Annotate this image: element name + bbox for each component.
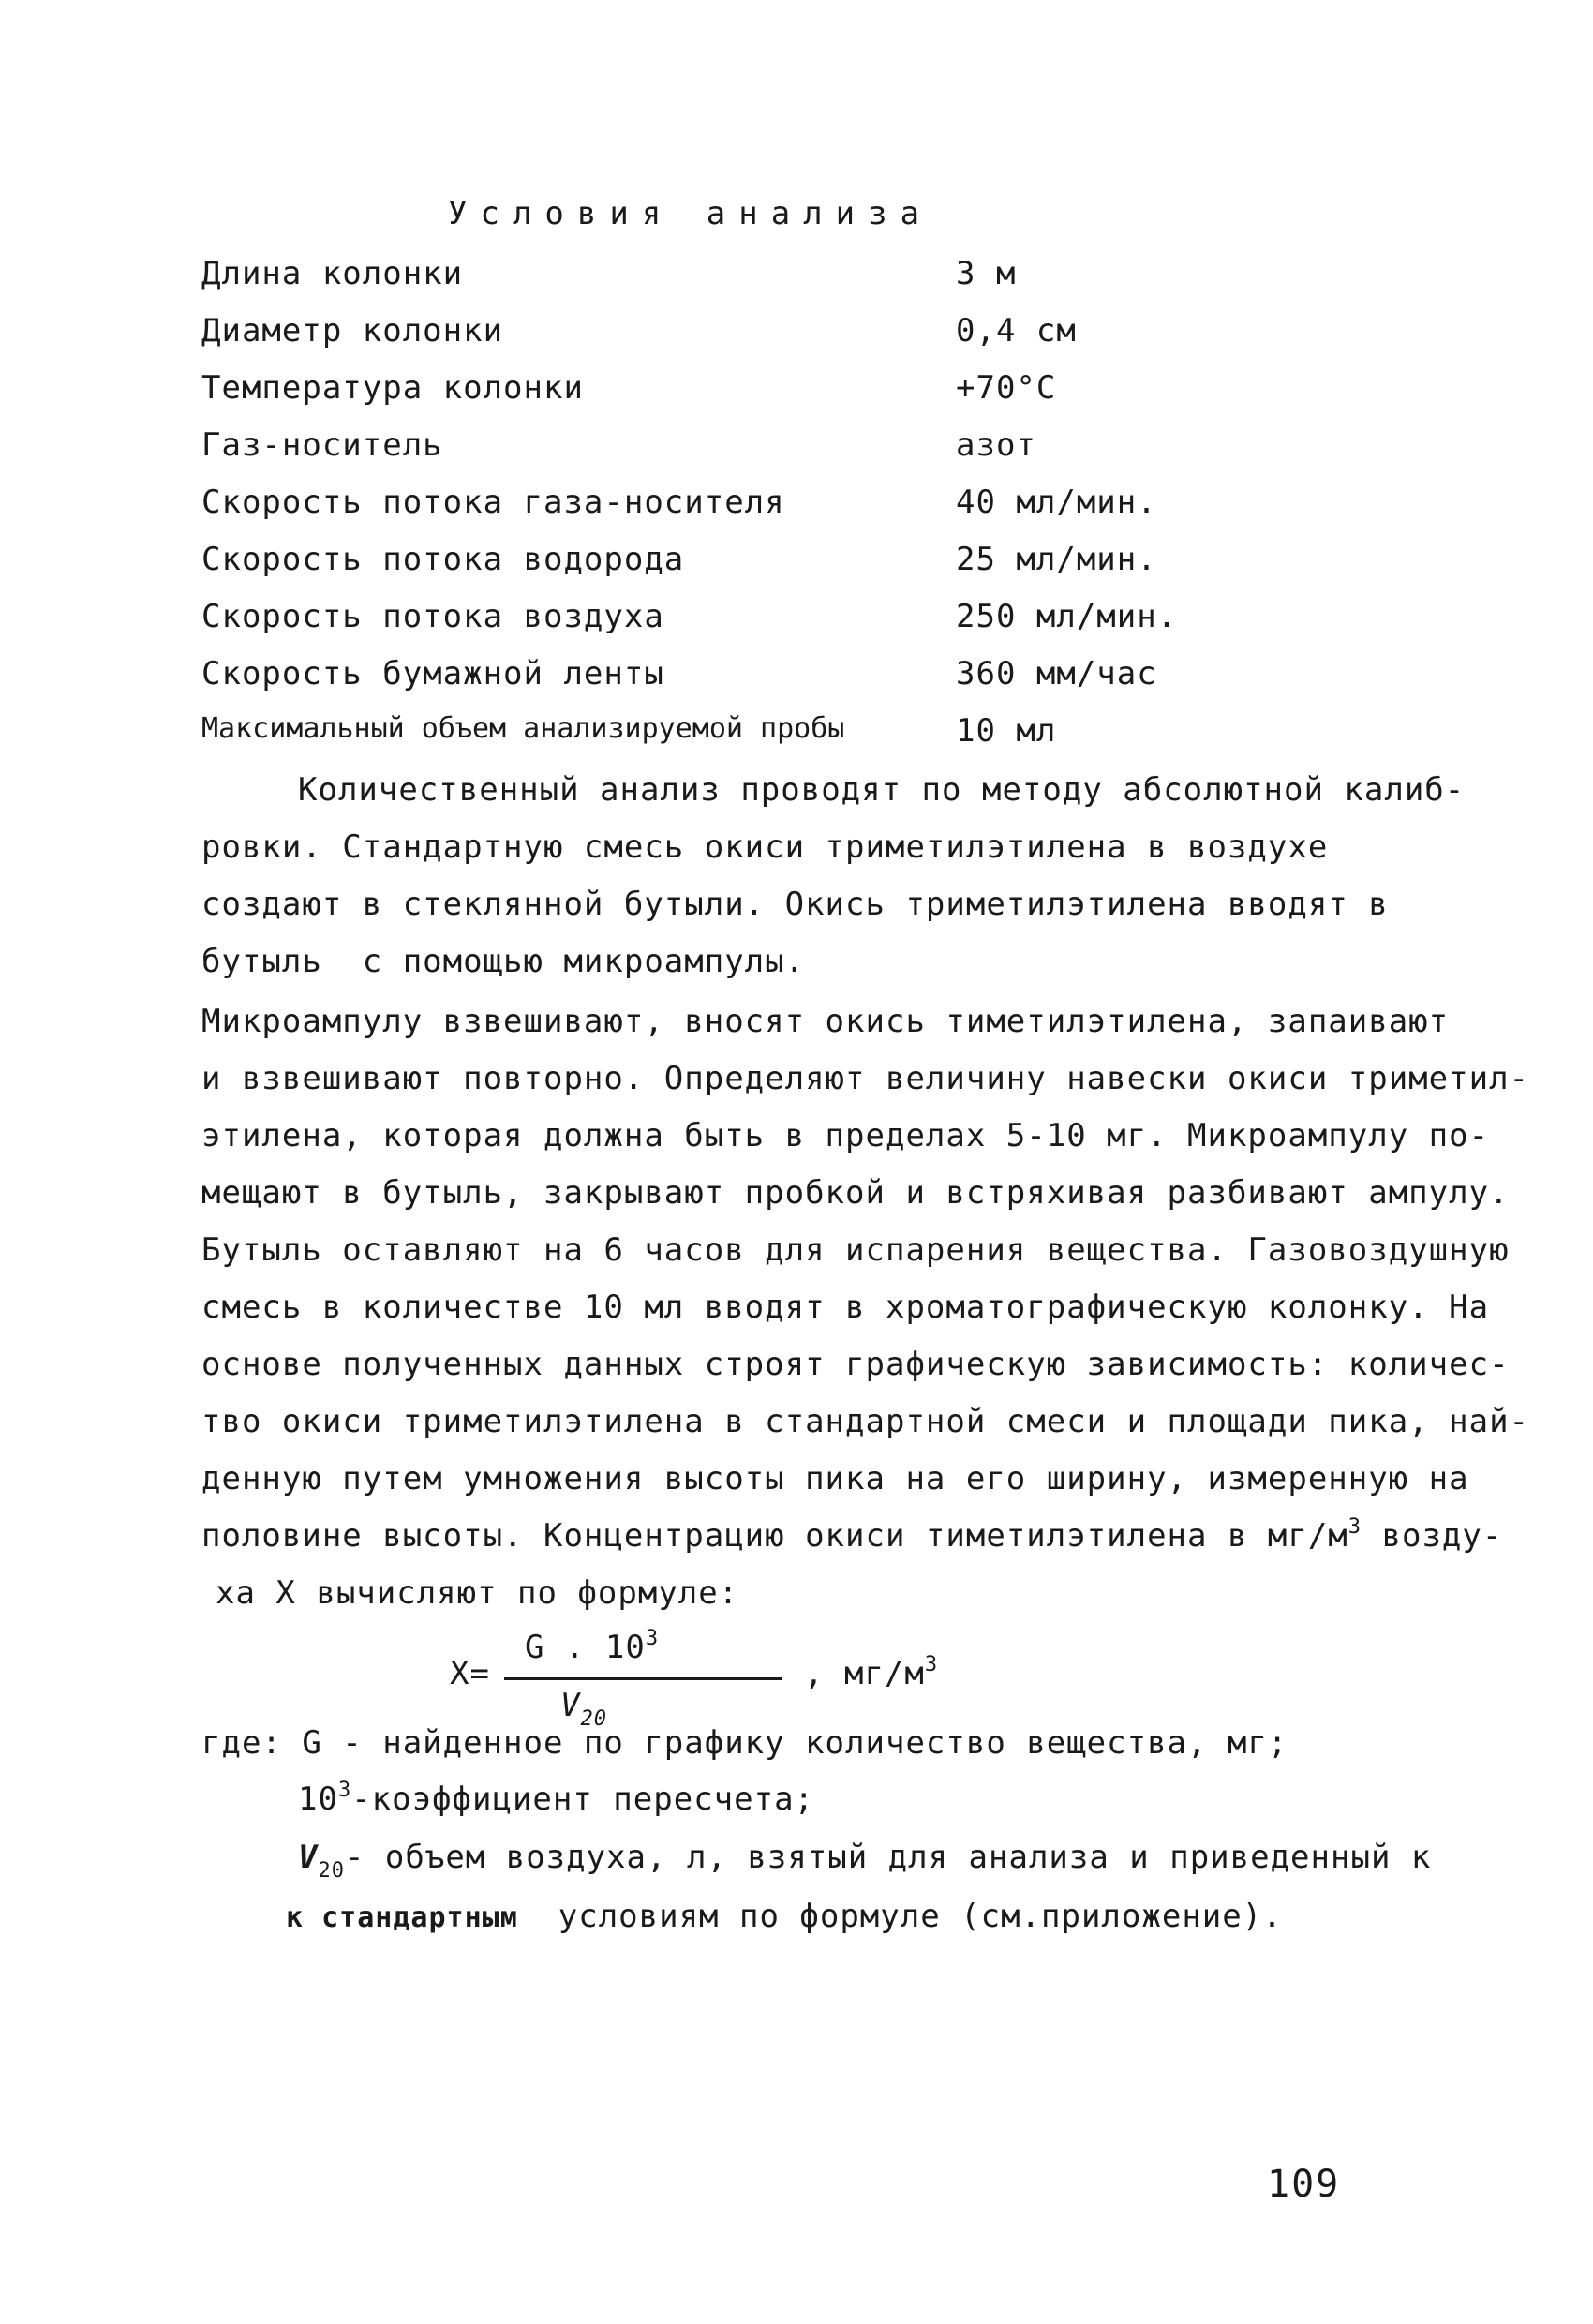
- text-line: [201, 1517, 1502, 1555]
- condition-label: Скорость потока водорода: [201, 541, 685, 578]
- condition-row: [201, 312, 1279, 359]
- text-line: этилена, которая должна быть в пределах 5-10 мг. Микроампулу по-: [201, 1117, 1490, 1155]
- fraction-bar: [504, 1677, 782, 1680]
- volume-subscript: 20: [318, 1859, 345, 1883]
- condition-value: 25 мл/мин.: [956, 541, 1157, 578]
- coef-exponent: 3: [337, 1779, 352, 1802]
- unit-text: , мг/м: [804, 1655, 925, 1692]
- page-number: 109: [1267, 2163, 1341, 2206]
- condition-label: Скорость потока газа-носителя: [201, 484, 785, 521]
- text-line: Микроампулу взвешивают, вносят окись тиметилэтилена, запаивают: [201, 1003, 1450, 1040]
- denominator-symbol: V: [560, 1687, 581, 1724]
- unit-exponent: 3: [924, 1653, 939, 1676]
- text-line: денную путем умножения высоты пика на его ширину, измеренную на: [201, 1460, 1469, 1497]
- text-line: ха X вычисляют по формуле:: [216, 1574, 739, 1612]
- condition-row: [201, 426, 1279, 473]
- bold-text: к стандартным: [286, 1901, 518, 1934]
- condition-value: +70°С: [956, 369, 1057, 407]
- condition-label: Скорость потока воздуха: [201, 598, 664, 635]
- condition-label: Температура колонки: [201, 369, 584, 407]
- numerator-text: G . 10: [525, 1629, 646, 1666]
- formula-unit: [804, 1655, 938, 1692]
- condition-label: Скорость бумажной ленты: [201, 655, 664, 693]
- condition-row: [201, 655, 1279, 702]
- legend-volume-cont: [286, 1898, 1283, 1935]
- condition-row: [201, 598, 1279, 645]
- condition-value: 10 мл: [956, 712, 1057, 750]
- text-line: мещают в бутыль, закрывают пробкой и встряхивая разбивают ампулу.: [201, 1174, 1510, 1212]
- text-line: Количественный анализ проводят по методу абсолютной калиб-: [298, 771, 1466, 809]
- text-line: смесь в количестве 10 мл вводят в хроматографическую колонку. На: [201, 1289, 1490, 1326]
- formula-lhs: X=: [450, 1655, 490, 1692]
- superscript: 3: [1347, 1515, 1362, 1539]
- text-line: основе полученных данных строят графическую зависимость: количес-: [201, 1346, 1510, 1383]
- condition-label: Максимальный объем анализируемой пробы: [201, 712, 845, 745]
- coef-number: 10: [298, 1780, 338, 1818]
- formula: [450, 1629, 975, 1732]
- section-title: Условия анализа: [448, 195, 933, 232]
- numerator-exponent: 3: [645, 1627, 660, 1650]
- condition-row: [201, 712, 1279, 759]
- legend-volume: [298, 1839, 1431, 1883]
- formula-numerator: [525, 1629, 659, 1666]
- condition-label: Длина колонки: [201, 255, 464, 292]
- denominator-subscript: 20: [580, 1707, 607, 1731]
- volume-text: - объем воздуха, л, взятый для анализа и приведенный к: [344, 1839, 1432, 1876]
- text-line: тво окиси триметилэтилена в стандартной смеси и площади пика, най-: [201, 1403, 1530, 1440]
- condition-value: 250 мл/мин.: [956, 598, 1178, 635]
- condition-row: [201, 484, 1279, 530]
- condition-value: 0,4 см: [956, 312, 1077, 350]
- condition-row: [201, 255, 1279, 302]
- text-line: бутыль с помощью микроампулы.: [201, 943, 806, 980]
- coef-text: -коэффициент пересчета;: [351, 1780, 815, 1818]
- text-line: создают в стеклянной бутыли. Окись триметилэтилена вводят в: [201, 886, 1389, 923]
- text-run: половине высоты. Концентрацию окиси тиметилэтилена в мг/м: [201, 1517, 1348, 1555]
- condition-value: 360 мм/час: [956, 655, 1157, 693]
- condition-value: 3 м: [956, 255, 1017, 292]
- condition-row: [201, 541, 1279, 588]
- condition-value: азот: [956, 426, 1036, 464]
- text-line: и взвешивают повторно. Определяют величину навески окиси триметил-: [201, 1060, 1530, 1097]
- text-run: возду-: [1362, 1517, 1503, 1555]
- condition-value: 40 мл/мин.: [956, 484, 1157, 521]
- condition-row: [201, 369, 1279, 416]
- volume-cont-text: условиям по формуле (см.приложение).: [517, 1898, 1283, 1935]
- legend-where: где: G - найденное по графику количество вещества, мг;: [201, 1724, 1288, 1762]
- condition-label: Диаметр колонки: [201, 312, 504, 350]
- volume-symbol: V: [298, 1839, 319, 1876]
- legend-coefficient: [298, 1780, 814, 1818]
- text-line: ровки. Стандартную смесь окиси триметилэтилена в воздухе: [201, 828, 1329, 866]
- text-line: Бутыль оставляют на 6 часов для испарения вещества. Газовоздушную: [201, 1231, 1510, 1269]
- condition-label: Газ-носитель: [201, 426, 443, 464]
